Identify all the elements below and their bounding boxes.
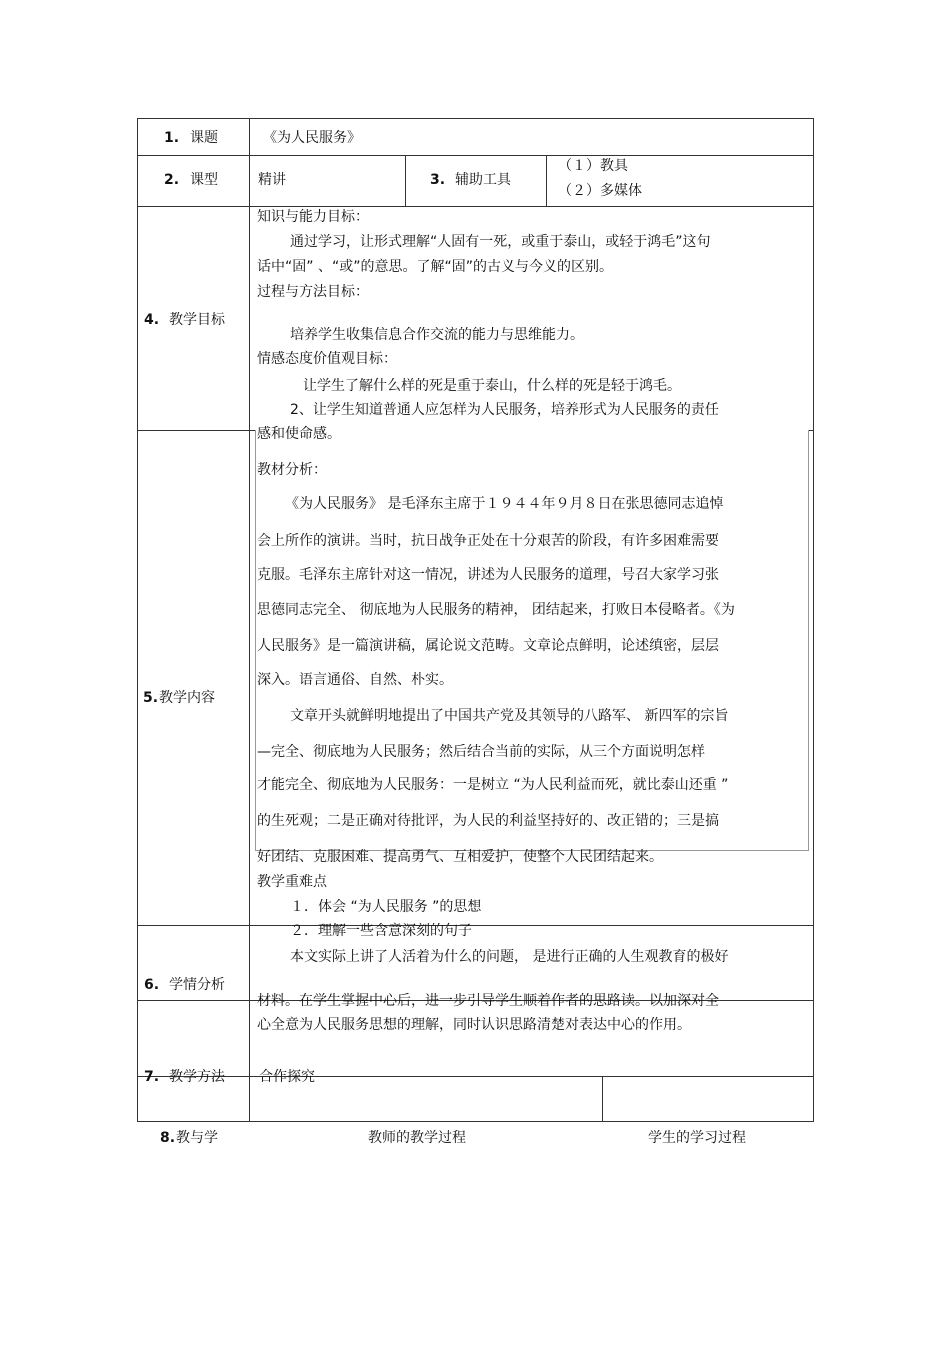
row-label-type: 课型 [190, 172, 218, 188]
content-line: 文章开头就鲜明地提出了中国共产党及其领导的八路军、 新四军的宗旨 [290, 708, 729, 724]
goal-line: 过程与方法目标： [257, 284, 369, 300]
goal-line: 情感态度价值观目标： [257, 351, 397, 367]
row-number: 6. [144, 977, 160, 993]
row-label-teach-learn: 教与学 [176, 1130, 218, 1146]
row-label-content: 教学内容 [159, 690, 215, 706]
table-line [137, 925, 814, 926]
row-label-method: 教学方法 [169, 1069, 225, 1085]
row-number: 8. [160, 1130, 176, 1146]
goal-line: 培养学生收集信息合作交流的能力与思维能力。 [290, 327, 584, 343]
tool-item: （１）教具 [558, 158, 628, 174]
table-line [405, 155, 406, 206]
content-line: 《为人民服务》 是毛泽东主席于１９４４年９月８日在张思德同志追悼 [285, 496, 724, 512]
goal-line: 让学生了解什么样的死是重于泰山，什么样的死是轻于鸿毛。 [303, 378, 681, 394]
table-line [137, 155, 814, 156]
content-line: 会上所作的演讲。当时，抗日战争正处在十分艰苦的阶段，有许多困难需要 [257, 533, 719, 549]
row-number: 3. [430, 172, 446, 188]
method-value: 合作探究 [259, 1069, 315, 1085]
content-line: 的生死观；二是正确对待批评，为人民的利益坚持好的、改正错的；三是搞 [257, 813, 719, 829]
topic-value: 《为人民服务》 [263, 130, 361, 146]
content-line: ２．理解一些含意深刻的句子 [290, 923, 472, 939]
row-number: 5. [143, 690, 159, 706]
content-line: 人民服务》是一篇演讲稿，属论说文范畴。文章论点鲜明，论述缜密，层层 [257, 638, 719, 654]
content-line: 教材分析： [257, 462, 327, 478]
goal-line: 知识与能力目标： [257, 209, 369, 225]
content-line: １．体会 “为人民服务 ”的思想 [290, 899, 482, 915]
table-line [137, 430, 249, 431]
table-line [137, 118, 138, 1122]
content-line: 心全意为人民服务思想的理解，同时认识思路清楚对表达中心的作用。 [257, 1017, 691, 1033]
row-label-topic: 课题 [190, 130, 218, 146]
tool-item: （２）多媒体 [558, 183, 642, 199]
content-line: 才能完全、彻底地为人民服务：一是树立 “为人民利益而死，就比泰山还重 ” [257, 777, 729, 793]
row-number: 4. [144, 312, 160, 328]
row-number: 2. [164, 172, 180, 188]
content-line: 材料。在学生掌握中心后，进一步引导学生顺着作者的思路读。以加深对全 [257, 993, 719, 1009]
row-number: 1. [164, 130, 180, 146]
content-line: 本文实际上讲了人活着为什么的问题， 是进行正确的人生观教育的极好 [290, 949, 729, 965]
teacher-process-header: 教师的教学过程 [368, 1130, 466, 1146]
content-line: —完全、彻底地为人民服务；然后结合当前的实际，从三个方面说明怎样 [257, 744, 705, 760]
row-label-analysis: 学情分析 [169, 977, 225, 993]
table-line [813, 118, 814, 1122]
table-line [137, 1121, 814, 1122]
table-line [137, 206, 814, 207]
table-line [137, 118, 814, 119]
content-line: 好团结、克服困难、提高勇气、互相爱护，使整个人民团结起来。 [257, 849, 663, 865]
table-line [249, 118, 250, 1122]
row-label-goals: 教学目标 [169, 312, 225, 328]
content-line: 深入。语言通俗、自然、朴实。 [257, 672, 453, 688]
goal-line: 感和使命感。 [257, 426, 341, 442]
student-process-header: 学生的学习过程 [648, 1130, 746, 1146]
row-label-aux-tools: 辅助工具 [455, 172, 511, 188]
content-line: 教学重难点 [257, 874, 327, 890]
row-number: 7. [144, 1069, 160, 1085]
content-line: 思德同志完全、 彻底地为人民服务的精神， 团结起来，打败日本侵略者。《为 [257, 602, 735, 618]
table-line [602, 1076, 603, 1122]
table-line [546, 155, 547, 206]
type-value: 精讲 [258, 172, 286, 188]
goal-line: 话中“固” 、“或”的意思。了解“固”的古义与今义的区别。 [257, 259, 613, 275]
table-line [137, 1076, 814, 1077]
goal-line: 2、让学生知道普通人应怎样为人民服务，培养形式为人民服务的责任 [290, 402, 719, 418]
content-line: 克服。毛泽东主席针对这一情况，讲述为人民服务的道理，号召大家学习张 [257, 567, 719, 583]
goal-line: 通过学习，让形式理解“人固有一死，或重于泰山，或轻于鸿毛”这句 [290, 234, 711, 250]
